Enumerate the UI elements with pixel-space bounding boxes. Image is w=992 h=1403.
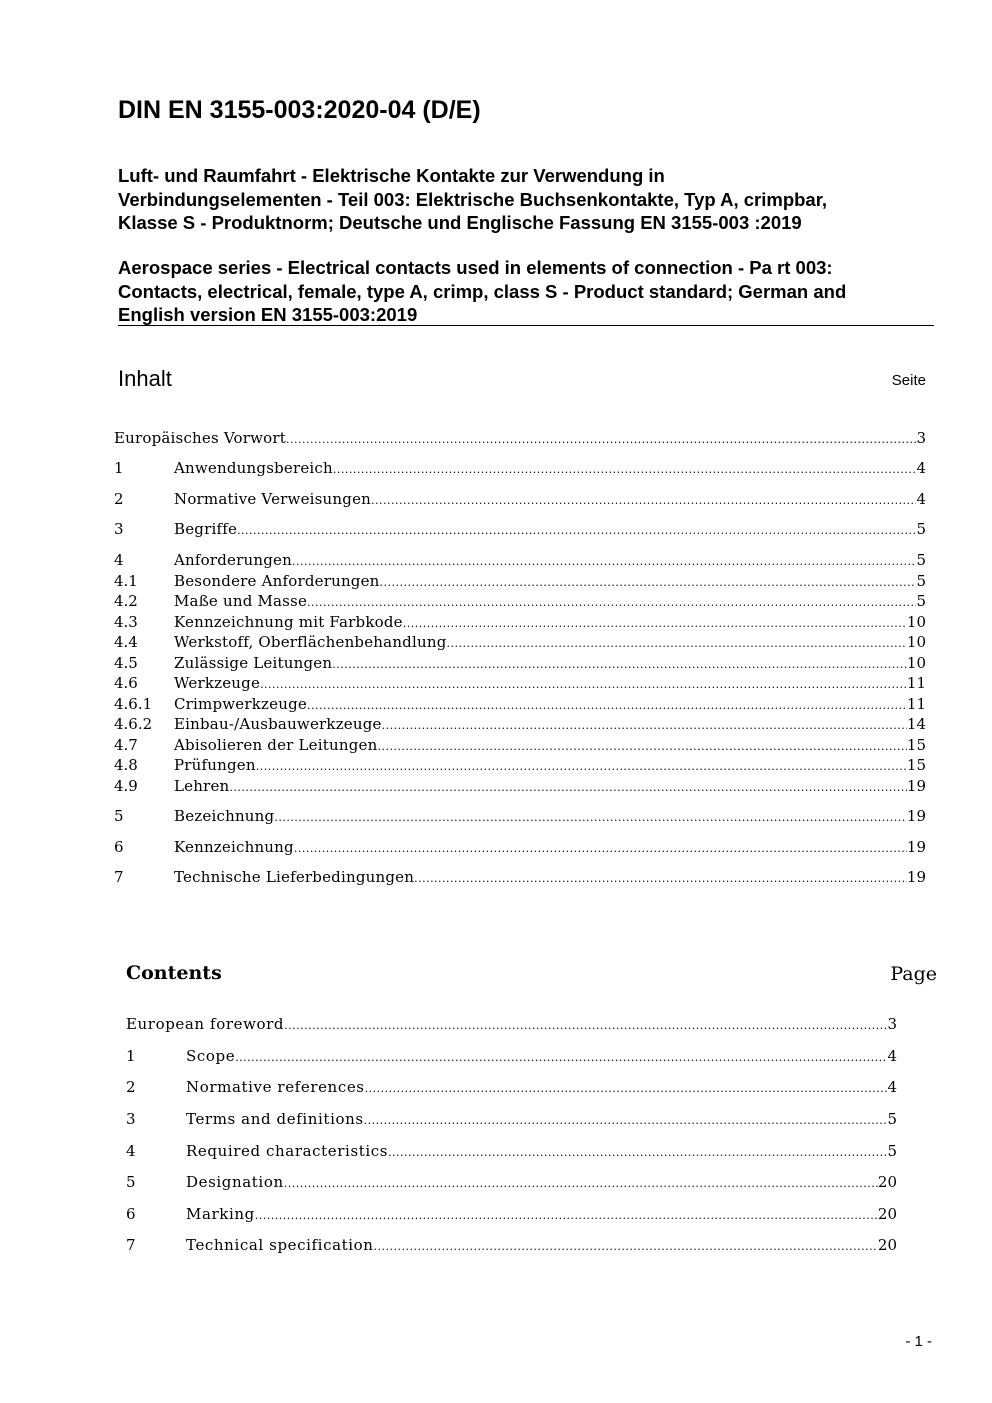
toc-entry[interactable] [126, 1046, 897, 1066]
toc-entry-label: Abisolieren der Leitungen [174, 736, 378, 754]
toc-entry-number: 4.6.1 [114, 695, 153, 713]
title-divider [118, 325, 934, 326]
toc-entry-label: Besondere Anforderungen [174, 572, 380, 590]
toc-entry-number: 1 [126, 1047, 136, 1065]
toc-entry-number: 2 [126, 1078, 136, 1096]
toc-entry[interactable] [114, 806, 926, 826]
toc-leader-dots [284, 1174, 878, 1194]
toc-entry[interactable] [114, 755, 926, 775]
toc-leader-dots [371, 491, 916, 511]
toc-entry-label: Kennzeichnung mit Farbkode [174, 613, 403, 631]
toc-entry-number: 4.9 [114, 777, 138, 795]
english-title [118, 256, 846, 327]
toc-entry[interactable] [126, 1141, 897, 1161]
toc-entry-label: Technical specification [186, 1236, 374, 1254]
toc-entry-label: Werkstoff, Oberflächenbehandlung [174, 633, 447, 651]
toc-entry-number: 4.8 [114, 756, 138, 774]
toc-entry-number: 6 [126, 1205, 136, 1223]
toc-entry[interactable] [114, 673, 926, 693]
toc-entry[interactable] [114, 735, 926, 755]
toc-entry-page: 5 [916, 520, 926, 538]
toc-leader-dots [294, 839, 907, 859]
toc-entry-number: 4.3 [114, 613, 138, 631]
toc-entry-page: 10 [906, 613, 926, 631]
toc-entry-page: 4 [916, 459, 926, 477]
toc-entry[interactable] [126, 1204, 897, 1224]
toc-leader-dots [364, 1111, 888, 1131]
toc-entry-number: 6 [114, 838, 124, 856]
toc-entry-number: 4.1 [114, 572, 138, 590]
toc-leader-dots [286, 430, 916, 450]
toc-entry-number: 2 [114, 490, 124, 508]
toc-leader-dots [365, 1079, 888, 1099]
toc-entry-page: 14 [906, 715, 926, 733]
toc-entry[interactable] [114, 653, 926, 673]
toc-entry-number: 4.7 [114, 736, 138, 754]
document-title: DIN EN 3155-003:2020-04 (D/E) [118, 96, 481, 124]
toc-leader-dots [292, 552, 916, 572]
toc-entry-page: 15 [906, 756, 926, 774]
toc-leader-dots [414, 869, 907, 889]
toc-leader-dots [447, 634, 907, 654]
toc-leader-dots [235, 1048, 887, 1068]
toc-entry-label: Kennzeichnung [174, 838, 294, 856]
toc-entry-label: Europäisches Vorwort [114, 429, 286, 447]
toc-leader-dots [284, 1016, 887, 1036]
toc-entry[interactable] [126, 1014, 897, 1034]
toc-entry-page: 20 [877, 1236, 897, 1254]
toc-entry-page: 11 [906, 695, 926, 713]
toc-entry[interactable] [114, 458, 926, 478]
toc-entry-label: Begriffe [174, 520, 238, 538]
toc-entry-number: 4 [126, 1142, 136, 1160]
toc-entry-page: 5 [916, 592, 926, 610]
toc-entry-label: Normative references [186, 1078, 365, 1096]
toc-entry-page: 5 [916, 572, 926, 590]
toc-entry[interactable] [126, 1172, 897, 1192]
toc-entry-page: 3 [887, 1015, 897, 1033]
toc-entry-page: 19 [906, 868, 926, 886]
english-title-line: English version EN 3155-003:2019 [118, 304, 418, 325]
toc-entry-page: 19 [906, 777, 926, 795]
toc-leader-dots [382, 716, 907, 736]
toc-entry-number: 7 [114, 868, 124, 886]
toc-entry-label: Crimpwerkzeuge [174, 695, 307, 713]
toc-entry-label: Prüfungen [174, 756, 256, 774]
toc-entry[interactable] [114, 632, 926, 652]
toc-leader-dots [237, 521, 916, 541]
toc-entry[interactable] [114, 714, 926, 734]
toc-leader-dots [332, 655, 907, 675]
toc-entry-label: Normative Verweisungen [174, 490, 372, 508]
toc-leader-dots [374, 1237, 878, 1257]
toc-entry[interactable] [114, 776, 926, 796]
toc-entry[interactable] [114, 867, 926, 887]
toc-heading-en: Contents [126, 962, 222, 984]
toc-entry[interactable] [114, 694, 926, 714]
toc-leader-dots [256, 757, 907, 777]
toc-entry-label: Scope [186, 1047, 236, 1065]
toc-entry-label: Marking [186, 1205, 255, 1223]
toc-entry-page: 4 [887, 1047, 897, 1065]
toc-entry-page: 10 [906, 654, 926, 672]
toc-entry-label: Anwendungsbereich [174, 459, 333, 477]
toc-entry-label: Lehren [174, 777, 230, 795]
toc-entry-label: Anforderungen [174, 551, 292, 569]
toc-entry-label: Einbau-/Ausbauwerkzeuge [174, 715, 382, 733]
toc-entry[interactable] [114, 519, 926, 539]
toc-leader-dots [307, 696, 907, 716]
toc-leader-dots [388, 1143, 887, 1163]
page-number: - 1 - [905, 1333, 932, 1350]
toc-page-label-de: Seite [891, 372, 926, 389]
toc-page-label-en: Page [890, 963, 937, 985]
toc-entry-number: 1 [114, 459, 124, 477]
toc-entry-page: 4 [916, 490, 926, 508]
toc-entry[interactable] [114, 837, 926, 857]
toc-entry-label: Werkzeuge [174, 674, 261, 692]
toc-entry-page: 20 [877, 1205, 897, 1223]
german-title-line: Luft- und Raumfahrt - Elektrische Kontakte zur Verwendung in [118, 165, 665, 186]
toc-entry[interactable] [126, 1109, 897, 1129]
toc-entry-page: 5 [887, 1142, 897, 1160]
toc-entry[interactable] [126, 1077, 897, 1097]
toc-entry-number: 4.6 [114, 674, 138, 692]
toc-entry-number: 5 [126, 1173, 136, 1191]
toc-entry[interactable] [114, 571, 926, 591]
german-title-line: Verbindungselementen - Teil 003: Elektrische Buchsenkontakte, Typ A, crimpbar, [118, 188, 828, 210]
toc-entry-number: 4.6.2 [114, 715, 153, 733]
english-title-line: Contacts, electrical, female, type A, crimp, class S - Product standard; German and [118, 280, 847, 302]
toc-entry-number: 4.5 [114, 654, 138, 672]
toc-entry-label: Required characteristics [186, 1142, 389, 1160]
toc-entry-number: 5 [114, 807, 124, 825]
toc-entry-number: 4 [114, 551, 124, 569]
toc-entry-page: 19 [906, 838, 926, 856]
toc-entry-label: Bezeichnung [174, 807, 275, 825]
toc-entry-page: 15 [906, 736, 926, 754]
german-title [118, 164, 827, 235]
toc-entry[interactable] [114, 428, 926, 448]
german-title-line: Klasse S - Produktnorm; Deutsche und Englische Fassung EN 3155-003 :2019 [118, 212, 802, 233]
toc-entry[interactable] [114, 489, 926, 509]
toc-entry[interactable] [126, 1235, 897, 1255]
toc-entry-page: 10 [906, 633, 926, 651]
toc-entry-page: 5 [887, 1110, 897, 1128]
toc-leader-dots [260, 675, 907, 695]
toc-leader-dots [229, 778, 906, 798]
toc-entry-label: European foreword [126, 1015, 285, 1033]
toc-leader-dots [403, 614, 907, 634]
toc-leader-dots [377, 737, 906, 757]
toc-entry-label: Terms and definitions [186, 1110, 364, 1128]
english-title-line: Aerospace series - Electrical contacts used in elements of connection - Pa rt 003: [118, 257, 833, 278]
toc-leader-dots [255, 1206, 878, 1226]
toc-leader-dots [333, 460, 917, 480]
toc-leader-dots [307, 593, 916, 613]
toc-entry-page: 5 [916, 551, 926, 569]
toc-entry-page: 19 [906, 807, 926, 825]
toc-leader-dots [274, 808, 907, 828]
toc-entry-number: 4.4 [114, 633, 138, 651]
toc-entry-label: Designation [186, 1173, 284, 1191]
toc-entry-number: 4.2 [114, 592, 138, 610]
toc-entry-page: 4 [887, 1078, 897, 1096]
toc-heading-de: Inhalt [118, 366, 172, 391]
toc-entry-label: Maße und Masse [174, 592, 308, 610]
toc-entry[interactable] [114, 612, 926, 632]
toc-entry-page: 20 [877, 1173, 897, 1191]
toc-entry[interactable] [114, 591, 926, 611]
toc-entry-number: 3 [114, 520, 124, 538]
toc-entry-label: Zulässige Leitungen [174, 654, 333, 672]
toc-entry-number: 7 [126, 1236, 136, 1254]
toc-entry-number: 3 [126, 1110, 136, 1128]
toc-entry-page: 3 [916, 429, 926, 447]
toc-leader-dots [380, 573, 917, 593]
toc-entry-label: Technische Lieferbedingungen [174, 868, 415, 886]
toc-entry-page: 11 [906, 674, 926, 692]
toc-entry[interactable] [114, 550, 926, 570]
